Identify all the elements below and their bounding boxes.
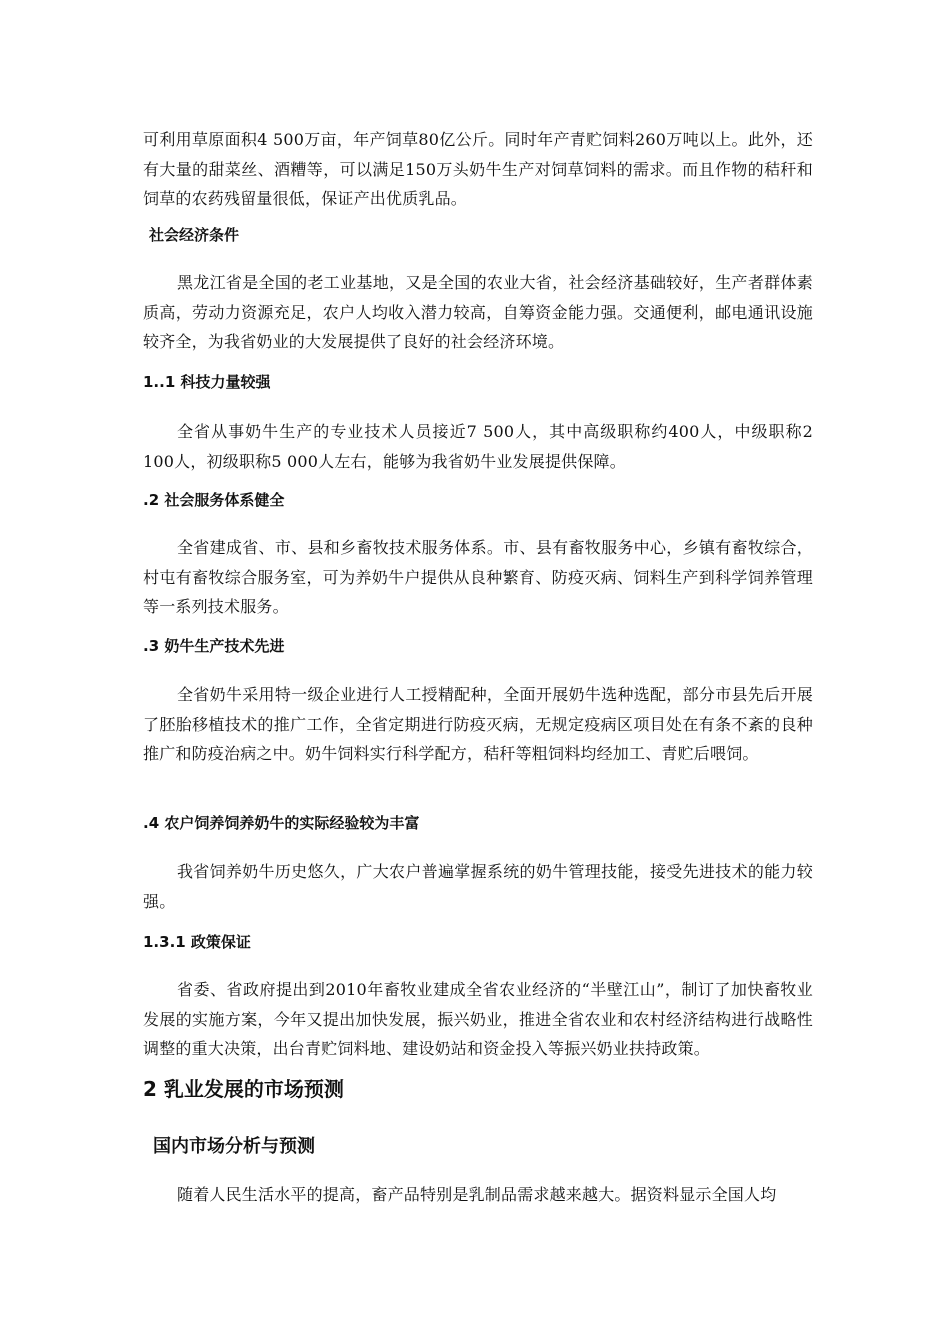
paragraph-farmer-experience: 我省饲养奶牛历史悠久，广大农户普遍掌握系统的奶牛管理技能，接受先进技术的能力较强。 bbox=[143, 862, 813, 911]
paragraph-feed-resources: 可利用草原面积4 500万亩，年产饲草80亿公斤。同时年产青贮饲料260万吨以上。此外，还有大量的甜菜丝、酒糟等，可以满足150万头奶牛生产对饲草饲料的需求。而且作物的秸秆和饲草的农药残留量很低，保证产出优质乳品。 bbox=[143, 130, 813, 208]
heading-service-system: .2 社会服务体系健全 bbox=[143, 491, 285, 509]
section-title-market-forecast: 2 乳业发展的市场预测 bbox=[143, 1077, 344, 1101]
paragraph-domestic-market: 随着人民生活水平的提高，畜产品特别是乳制品需求越来越大。据资料显示全国人均 bbox=[177, 1185, 777, 1204]
paragraph-production-tech: 全省奶牛采用特一级企业进行人工授精配种，全面开展奶牛选种选配，部分市县先后开展了胚胎移植技术的推广工作，全省定期进行防疫灭病，无规定疫病区项目处在有条不紊的良种推广和防疫治病之中。奶牛饲料实行科学配方，秸秆等粗饲料均经加工、青贮后喂饲。 bbox=[143, 685, 813, 763]
paragraph-tech-staff: 全省从事奶牛生产的专业技术人员接近7 500人，其中高级职称约400人，中级职称2 100人，初级职称5 000人左右，能够为我省奶牛业发展提供保障。 bbox=[143, 422, 813, 471]
subsection-title-domestic-market: 国内市场分析与预测 bbox=[153, 1136, 315, 1157]
paragraph-service-system: 全省建成省、市、县和乡畜牧技术服务体系。市、县有畜牧服务中心，乡镇有畜牧综合，村屯有畜牧综合服务室，可为养奶牛户提供从良种繁育、防疫灭病、饲料生产到科学饲养管理等一系列技术服务。 bbox=[143, 538, 813, 616]
heading-policy: 1.3.1 政策保证 bbox=[143, 933, 251, 951]
heading-farmer-experience: .4 农户饲养饲养奶牛的实际经验较为丰富 bbox=[143, 814, 420, 832]
heading-tech-strength: 1..1 科技力量较强 bbox=[143, 373, 271, 391]
heading-production-tech: .3 奶牛生产技术先进 bbox=[143, 637, 285, 655]
heading-social-economic: 社会经济条件 bbox=[149, 226, 240, 244]
paragraph-social-economic: 黑龙江省是全国的老工业基地，又是全国的农业大省，社会经济基础较好，生产者群体素质高，劳动力资源充足，农户人均收入潜力较高，自筹资金能力强。交通便利，邮电通讯设施较齐全，为我省奶业的大发展提供了良好的社会经济环境。 bbox=[143, 273, 813, 351]
paragraph-policy: 省委、省政府提出到2010年畜牧业建成全省农业经济的“半壁江山”，制订了加快畜牧业发展的实施方案，今年又提出加快发展，振兴奶业，推进全省农业和农村经济结构进行战略性调整的重大决策，出台青贮饲料地、建设奶站和资金投入等振兴奶业扶持政策。 bbox=[143, 980, 813, 1058]
